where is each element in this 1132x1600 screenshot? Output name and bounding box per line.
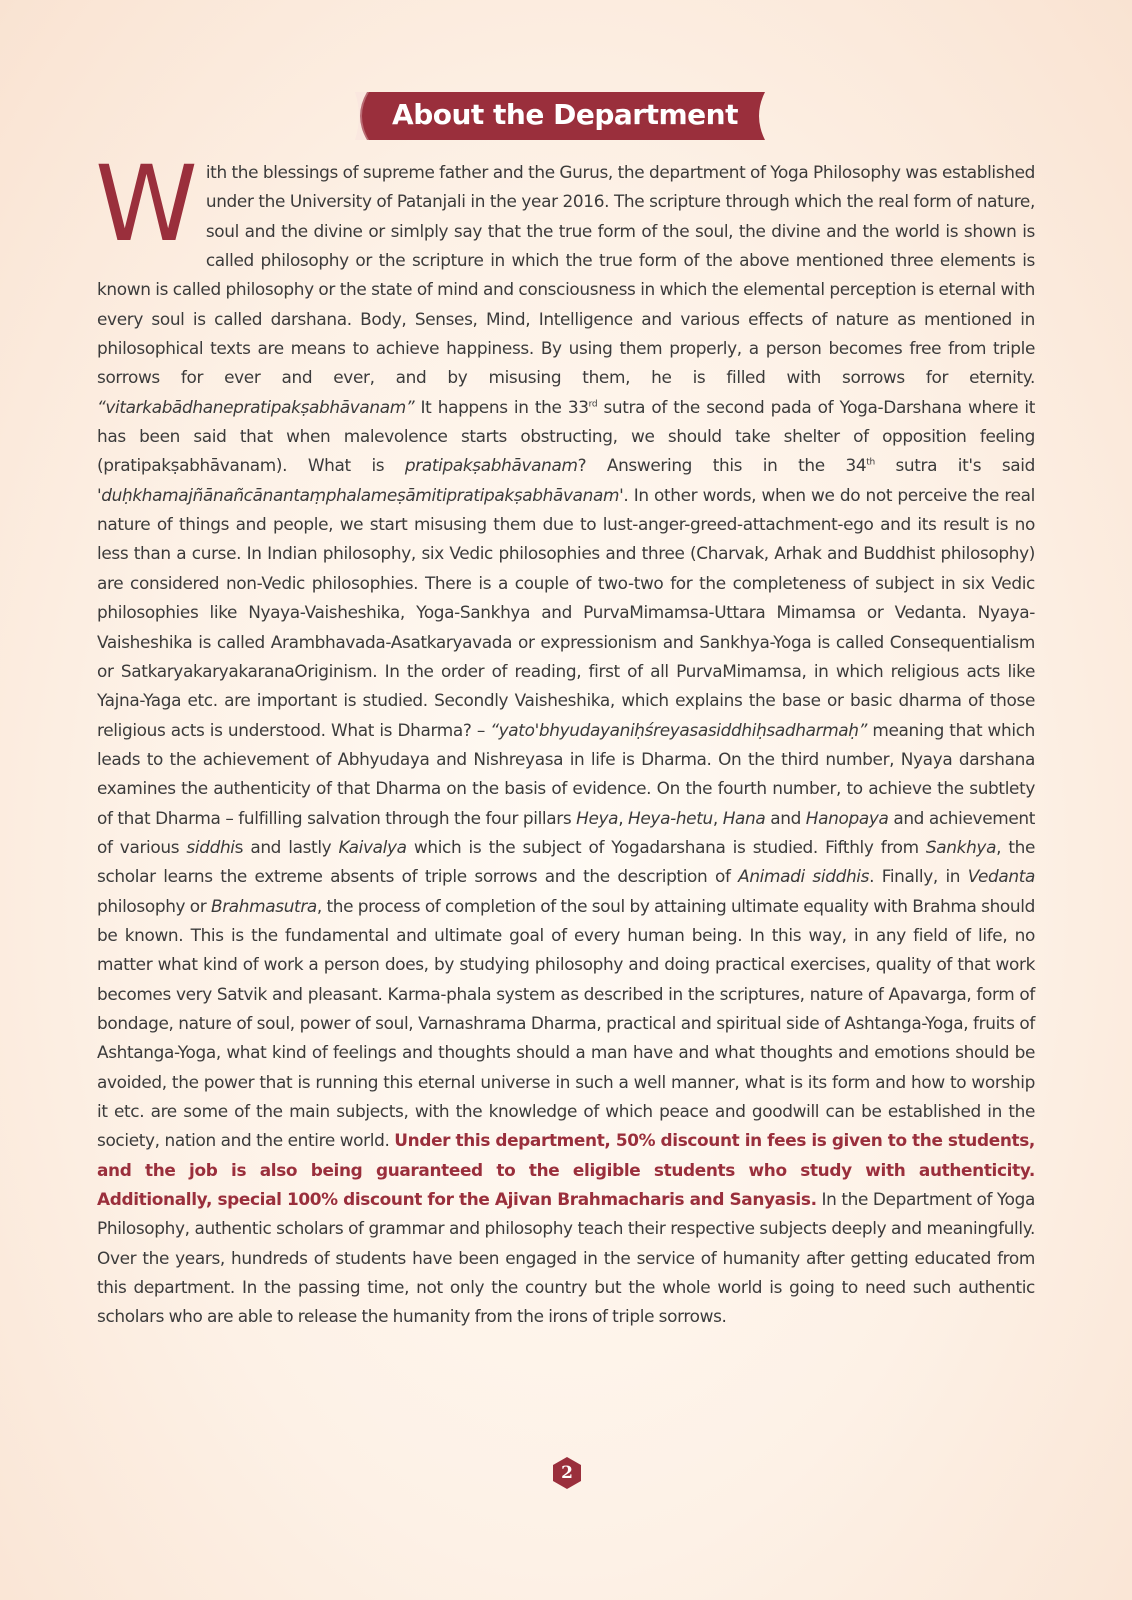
sanskrit-quote: 'duḥkhamajñānañcānantaṃphalameṣāmitipratipakṣabhāvanam' — [97, 484, 624, 505]
sanskrit-term: Brahmasutra — [210, 895, 317, 916]
paragraph-segment: philosophy or — [97, 895, 211, 916]
sanskrit-term: Animadi siddhis — [738, 866, 870, 887]
separator: and — [765, 807, 806, 828]
paragraph-segment: ? Answering this in the 34 — [577, 455, 867, 476]
paragraph-segment: which is the subject of Yogadarshana is studied. Fifthly from — [406, 836, 926, 857]
ordinal-suffix: th — [866, 457, 875, 468]
sanskrit-term: Hana — [722, 807, 766, 828]
ordinal-suffix: rd — [588, 399, 598, 410]
paragraph-segment: In the Department of Yoga Philosophy, authentic scholars of grammar and philosophy teach their respective subjects deeply and meaningfully. Over the years, hundreds of students have been engaged in the service of humanity after getting educated from this department. In the passing time, not only the country but the whole world is going to need such authentic scholars who are able to release the humanity from the irons of triple sorrows. — [97, 1189, 1035, 1327]
paragraph-segment: , the process of completion of the soul by attaining ultimate equality with Brahma should be known. This is the fundamental and ultimate goal of every human being. In this way, in any field of life, no matter what kind of work a person does, by studying philosophy and doing practical exercises, quality of that work becomes very Satvik and pleasant. Karma-phala system as described in the scriptures, nature of Apavarga, form of bondage, nature of soul, power of soul, Varnashrama Dharma, practical and spiritual side of Ashtanga-Yoga, fruits of Ashtanga-Yoga, what kind of feelings and thoughts should a man have and what thoughts and emotions should be avoided, the power that is running this eternal universe in such a well manner, what is its form and how to worship it etc. are some of the main subjects, with the knowledge of which peace and goodwill can be established in the society, nation and the entire world. — [97, 895, 1035, 1151]
paragraph-segment: , the scholar learns the extreme absents of triple sorrows and the description of — [97, 836, 1035, 887]
discount-highlight: Under this department, 50% discount in fees is given to the students, and the job is also being guaranteed to the eligible students who study with authenticity. Additionally, special 100% discount for the Ajivan Brahmacharis and Sanyasis. — [97, 1130, 1035, 1210]
page-number-badge — [552, 1457, 582, 1489]
page-title: About the Department — [392, 98, 738, 131]
paragraph-segment: ith the blessings of supreme father and the Gurus, the department of Yoga Philosophy was established under the University of Patanjali in the year 2016. The scripture through which the real form of nature, soul and the divine or simlply say that the true form of the soul, the divine and the world is shown is called philosophy or the scripture in which the true form of the above mentioned three elements is known is called philosophy or the state of mind and consciousness in which the elemental perception is eternal with every soul is called darshana. Body, Senses, Mind, Intelligence and various effects of nature as mentioned in philosophical texts are means to achieve happiness. By using them properly, a person becomes free from triple sorrows for ever and ever, and by misusing them, he is filled with sorrows for eternity. — [97, 162, 1035, 388]
sanskrit-term: Sankhya — [925, 836, 997, 857]
paragraph-segment: . Finally, in — [869, 866, 968, 887]
paragraph-segment: sutra it's said — [874, 455, 1035, 476]
paragraph-segment: . In other words, when we do not perceive the real nature of things and people, we start misusing them due to lust-anger-greed-attachment-ego and its result is no less than a curse. In Indian philosophy, six Vedic philosophies and three (Charvak, Arhak and Buddhist philosophy) are considered non-Vedic philosophies. There is a couple of two-two for the completeness of subject in six Vedic philosophies like Nyaya-Vaisheshika, Yoga-Sankhya and PurvaMimamsa-Uttara Mimamsa or Vedanta. Nyaya-Vaisheshika is called Arambhavada-Asatkaryavada or expressionism and Sankhya-Yoga is called Consequentialism or SatkaryakaryakaranaOriginism. In the order of reading, first of all PurvaMimamsa, in which religious acts like Yajna-Yaga etc. are important is studied. Secondly Vaisheshika, which explains the base or basic dharma of those religious acts is understood. What is Dharma? – — [97, 484, 1035, 740]
sanskrit-term: Kaivalya — [338, 836, 407, 857]
sanskrit-term: Vedanta — [967, 866, 1035, 887]
separator: , — [712, 807, 723, 828]
title-banner — [355, 92, 775, 140]
page-number: 2 — [561, 1463, 573, 1483]
sanskrit-term: Heya — [576, 807, 619, 828]
sanskrit-term: Heya-hetu — [628, 807, 713, 828]
sanskrit-quote: “vitarkabādhanepratipakṣabhāvanam” — [97, 396, 415, 417]
paragraph-segment: s and lastly — [234, 836, 339, 857]
sanskrit-term: Hanopaya — [805, 807, 889, 828]
article-body — [95, 143, 1036, 1332]
sanskrit-term: pratipakṣabhāvanam — [404, 455, 578, 476]
separator: , — [618, 807, 629, 828]
sanskrit-term: siddhi — [186, 836, 235, 857]
drop-cap: W — [95, 143, 188, 265]
sanskrit-quote: “yato'bhyudayaniḥśreyasasiddhiḥsadharmaḥ” — [490, 719, 868, 740]
paragraph-segment: It happens in the 33 — [414, 396, 589, 417]
paragraph-segment: and achievement of various — [97, 807, 1036, 857]
paragraph-segment: sutra of the second pada of Yoga-Darshana where it has been said that when malevolence starts obstructing, we should take shelter of opposition feeling (pratipakṣabhāvanam). What is — [97, 396, 1035, 476]
paragraph-segment: meaning that which leads to the achievement of Abhyudaya and Nishreyasa in life is Dharma. On the third number, Nyaya darshana examines the authenticity of that Dharma on the basis of evidence. On the fourth number, to achieve the subtlety of that Dharma – fulfilling salvation through the four pillars — [97, 719, 1035, 828]
